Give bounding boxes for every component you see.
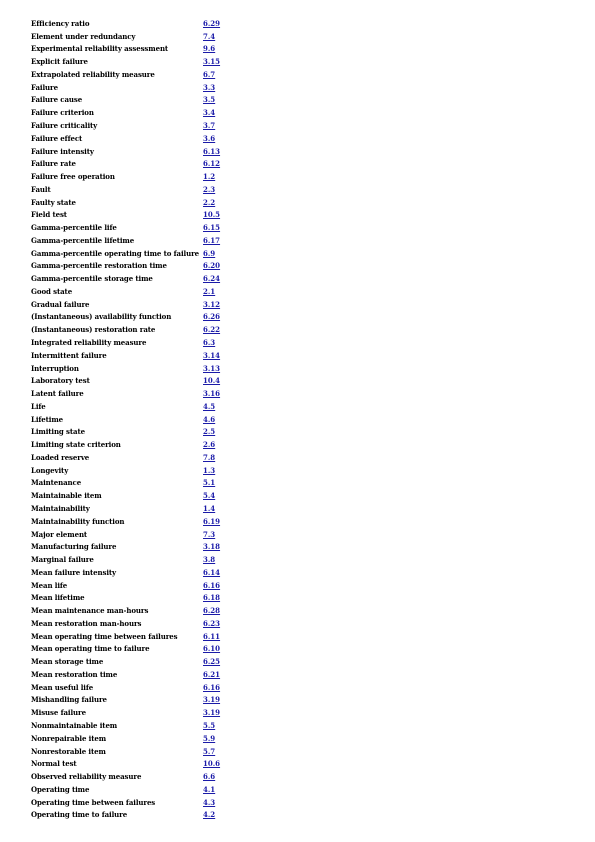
- clause-reference-link[interactable]: 6.20: [203, 261, 221, 271]
- clause-reference-link[interactable]: 4.3: [203, 797, 216, 807]
- index-term: Mean life: [31, 580, 68, 590]
- index-term: Failure cause: [31, 95, 83, 105]
- index-term: Life: [31, 401, 46, 411]
- index-entry: [31, 706, 571, 719]
- clause-reference-link[interactable]: 7.4: [203, 31, 216, 41]
- index-term: Extrapolated reliability measure: [31, 69, 155, 79]
- index-entry: [31, 208, 571, 221]
- index-term: Nonrepairable item: [31, 733, 107, 743]
- index-entry: [31, 81, 571, 94]
- index-term: Normal test: [31, 759, 77, 769]
- index-term: Loaded reserve: [31, 452, 90, 462]
- clause-reference-link[interactable]: 3.13: [203, 363, 221, 373]
- index-entry: [31, 553, 571, 566]
- index-entry: [31, 643, 571, 656]
- clause-reference-link[interactable]: 3.7: [203, 121, 216, 130]
- index-entry: [31, 311, 571, 324]
- index-term: Failure intensity: [31, 146, 94, 156]
- clause-reference-link[interactable]: 6.3: [203, 338, 216, 348]
- index-term: Mean lifetime: [31, 593, 85, 603]
- clause-reference-link[interactable]: 3.12: [203, 299, 221, 309]
- clause-reference-link[interactable]: 10.4: [203, 376, 221, 386]
- index-entry: [31, 349, 571, 362]
- clause-reference-link[interactable]: 2.5: [203, 427, 216, 437]
- clause-reference-link[interactable]: 6.9: [203, 248, 216, 258]
- index-entry: [31, 272, 571, 285]
- index-entry: [31, 68, 571, 81]
- index-entry: [31, 630, 571, 643]
- index-term: Limiting state: [31, 427, 85, 437]
- clause-reference-link[interactable]: 4.6: [203, 414, 216, 424]
- clause-reference-link[interactable]: 5.5: [203, 720, 216, 730]
- index-entry: [31, 757, 571, 770]
- index-entry: [31, 566, 571, 579]
- index-term: Explicit failure: [31, 57, 88, 67]
- clause-reference-link[interactable]: 3.14: [203, 350, 221, 360]
- index-term: Field test: [31, 210, 67, 220]
- clause-reference-link[interactable]: 3.3: [203, 82, 216, 92]
- clause-reference-link[interactable]: 3.15: [203, 57, 221, 67]
- clause-reference-link[interactable]: 6.29: [203, 18, 221, 28]
- index-term: Fault: [31, 184, 51, 194]
- clause-reference-link[interactable]: 7.3: [203, 529, 216, 539]
- index-term: Interruption: [31, 363, 79, 373]
- index-term: Latent failure: [31, 389, 84, 399]
- index-entry: [31, 106, 571, 119]
- clause-reference-link[interactable]: 6.26: [203, 312, 221, 322]
- index-entry: [31, 477, 571, 490]
- index-term: Lifetime: [31, 414, 63, 424]
- index-entry: [31, 387, 571, 400]
- index-entry: [31, 489, 571, 502]
- index-entry: [31, 745, 571, 758]
- index-term: Efficiency ratio: [31, 18, 90, 28]
- clause-reference-link[interactable]: 6.21: [203, 669, 221, 679]
- clause-reference-link[interactable]: 6.18: [203, 593, 221, 603]
- index-term: Failure: [31, 82, 58, 92]
- clause-reference-link[interactable]: 5.7: [203, 746, 216, 756]
- index-entry: [31, 30, 571, 43]
- index-entry: [31, 681, 571, 694]
- index-term: Mean operating time between failures: [31, 631, 178, 641]
- index-term: Maintainability: [31, 503, 90, 513]
- index-entry: [31, 374, 571, 387]
- index-term: Mishandling failure: [31, 695, 107, 705]
- index-term: Nonmaintainable item: [31, 720, 118, 730]
- index-entry: [31, 119, 571, 132]
- clause-reference-link[interactable]: 6.17: [203, 235, 221, 245]
- index-entry: [31, 247, 571, 260]
- clause-reference-link[interactable]: 6.16: [203, 580, 221, 590]
- clause-reference-link[interactable]: 3.19: [203, 708, 221, 718]
- clause-reference-link[interactable]: 3.6: [203, 133, 216, 143]
- clause-reference-link[interactable]: 6.25: [203, 657, 221, 667]
- index-term: Mean storage time: [31, 657, 104, 667]
- clause-reference-link[interactable]: 5.4: [203, 491, 216, 501]
- index-entry: [31, 362, 571, 375]
- clause-reference-link[interactable]: 6.28: [203, 606, 221, 616]
- index-term: Mean failure intensity: [31, 567, 117, 577]
- clause-reference-link[interactable]: 10.6: [203, 759, 221, 769]
- index-entry: [31, 145, 571, 158]
- term-index-list: [31, 17, 571, 821]
- clause-reference-link[interactable]: 6.10: [203, 644, 221, 654]
- index-term: Maintenance: [31, 478, 82, 488]
- index-term: Failure rate: [31, 159, 76, 169]
- index-term: Intermittent failure: [31, 350, 107, 360]
- index-entry: [31, 694, 571, 707]
- clause-reference-link[interactable]: 1.3: [203, 465, 216, 475]
- clause-reference-link[interactable]: 1.2: [203, 172, 216, 182]
- clause-reference-link[interactable]: 4.5: [203, 401, 216, 411]
- index-term: Failure free operation: [31, 172, 115, 182]
- index-term: Gamma-percentile restoration time: [31, 261, 167, 271]
- clause-reference-link[interactable]: 6.24: [203, 274, 221, 284]
- clause-reference-link[interactable]: 6.11: [203, 631, 221, 641]
- index-term: Gradual failure: [31, 299, 90, 309]
- index-entry: [31, 732, 571, 745]
- index-entry: [31, 438, 571, 451]
- index-entry: [31, 285, 571, 298]
- index-entry: [31, 183, 571, 196]
- index-entry: [31, 400, 571, 413]
- clause-reference-link[interactable]: 6.13: [203, 146, 221, 156]
- index-entry: [31, 260, 571, 273]
- clause-reference-link[interactable]: 5.9: [203, 733, 216, 743]
- index-entry: [31, 451, 571, 464]
- index-term: Longevity: [31, 465, 69, 475]
- clause-reference-link[interactable]: 2.1: [203, 286, 216, 296]
- clause-reference-link[interactable]: 4.1: [203, 784, 216, 794]
- clause-reference-link[interactable]: 6.6: [203, 772, 216, 782]
- index-term: Operating time to failure: [31, 810, 128, 820]
- index-entry: [31, 221, 571, 234]
- index-term: Limiting state criterion: [31, 440, 121, 450]
- clause-reference-link[interactable]: 6.16: [203, 682, 221, 692]
- index-entry: [31, 591, 571, 604]
- index-entry: [31, 617, 571, 630]
- index-term: Failure criticality: [31, 121, 98, 130]
- clause-reference-link[interactable]: 9.6: [203, 44, 216, 54]
- clause-reference-link[interactable]: 3.16: [203, 389, 221, 399]
- index-term: Mean restoration time: [31, 669, 118, 679]
- index-entry: [31, 579, 571, 592]
- index-term: Gamma-percentile storage time: [31, 274, 153, 284]
- index-term: Maintainability function: [31, 516, 125, 526]
- index-entry: [31, 502, 571, 515]
- index-entry: [31, 157, 571, 170]
- index-term: Mean maintenance man-hours: [31, 606, 149, 616]
- index-entry: [31, 170, 571, 183]
- clause-reference-link[interactable]: 10.5: [203, 210, 221, 220]
- clause-reference-link[interactable]: 3.8: [203, 555, 216, 565]
- index-entry: [31, 528, 571, 541]
- clause-reference-link[interactable]: 6.15: [203, 223, 221, 233]
- index-entry: [31, 655, 571, 668]
- clause-reference-link[interactable]: 3.19: [203, 695, 221, 705]
- index-term: Major element: [31, 529, 88, 539]
- index-term: Manufacturing failure: [31, 542, 117, 552]
- index-entry: [31, 94, 571, 107]
- index-term: Laboratory test: [31, 376, 90, 386]
- index-term: (Instantaneous) availability function: [31, 312, 172, 322]
- index-entry: [31, 413, 571, 426]
- clause-reference-link[interactable]: 3.5: [203, 95, 216, 105]
- index-entry: [31, 540, 571, 553]
- clause-reference-link[interactable]: 2.6: [203, 440, 216, 450]
- index-entry: [31, 808, 571, 821]
- index-entry: [31, 515, 571, 528]
- index-entry: [31, 323, 571, 336]
- index-term: Experimental reliability assessment: [31, 44, 169, 54]
- index-term: Nonrestorable item: [31, 746, 106, 756]
- index-term: Misuse failure: [31, 708, 86, 718]
- index-term: Operating time: [31, 784, 90, 794]
- index-entry: [31, 132, 571, 145]
- clause-reference-link[interactable]: 6.22: [203, 325, 221, 335]
- index-entry: [31, 426, 571, 439]
- index-entry: [31, 234, 571, 247]
- index-entry: [31, 298, 571, 311]
- index-entry: [31, 604, 571, 617]
- clause-reference-link[interactable]: 2.3: [203, 184, 216, 194]
- index-entry: [31, 668, 571, 681]
- index-entry: [31, 17, 571, 30]
- index-entry: [31, 196, 571, 209]
- index-term: Marginal failure: [31, 555, 94, 565]
- index-entry: [31, 43, 571, 56]
- clause-reference-link[interactable]: 6.19: [203, 516, 221, 526]
- index-term: Integrated reliability measure: [31, 338, 147, 348]
- index-entry: [31, 796, 571, 809]
- index-term: Faulty state: [31, 197, 76, 207]
- index-term: Maintainable item: [31, 491, 102, 501]
- index-term: Element under redundancy: [31, 31, 136, 41]
- clause-reference-link[interactable]: 5.1: [203, 478, 216, 488]
- index-term: Mean useful life: [31, 682, 94, 692]
- index-entry: [31, 770, 571, 783]
- index-term: (Instantaneous) restoration rate: [31, 325, 156, 335]
- index-term: Observed reliability measure: [31, 772, 142, 782]
- clause-reference-link[interactable]: 3.4: [203, 108, 216, 118]
- clause-reference-link[interactable]: 2.2: [203, 197, 216, 207]
- clause-reference-link[interactable]: 6.23: [203, 618, 221, 628]
- index-entry: [31, 783, 571, 796]
- index-entry: [31, 464, 571, 477]
- clause-reference-link[interactable]: 6.7: [203, 69, 216, 79]
- index-entry: [31, 719, 571, 732]
- clause-reference-link[interactable]: 6.12: [203, 159, 221, 169]
- index-term: Mean operating time to failure: [31, 644, 150, 654]
- clause-reference-link[interactable]: 7.8: [203, 452, 216, 462]
- clause-reference-link[interactable]: 3.18: [203, 542, 221, 552]
- index-term: Mean restoration man-hours: [31, 618, 142, 628]
- index-term: Gamma-percentile operating time to failure: [31, 248, 200, 258]
- index-term: Gamma-percentile life: [31, 223, 117, 233]
- index-term: Good state: [31, 286, 73, 296]
- index-entry: [31, 336, 571, 349]
- clause-reference-link[interactable]: 6.14: [203, 567, 221, 577]
- index-term: Failure criterion: [31, 108, 94, 118]
- index-term: Operating time between failures: [31, 797, 156, 807]
- index-term: Gamma-percentile lifetime: [31, 235, 135, 245]
- clause-reference-link[interactable]: 1.4: [203, 503, 216, 513]
- index-term: Failure effect: [31, 133, 83, 143]
- index-entry: [31, 55, 571, 68]
- clause-reference-link[interactable]: 4.2: [203, 810, 216, 820]
